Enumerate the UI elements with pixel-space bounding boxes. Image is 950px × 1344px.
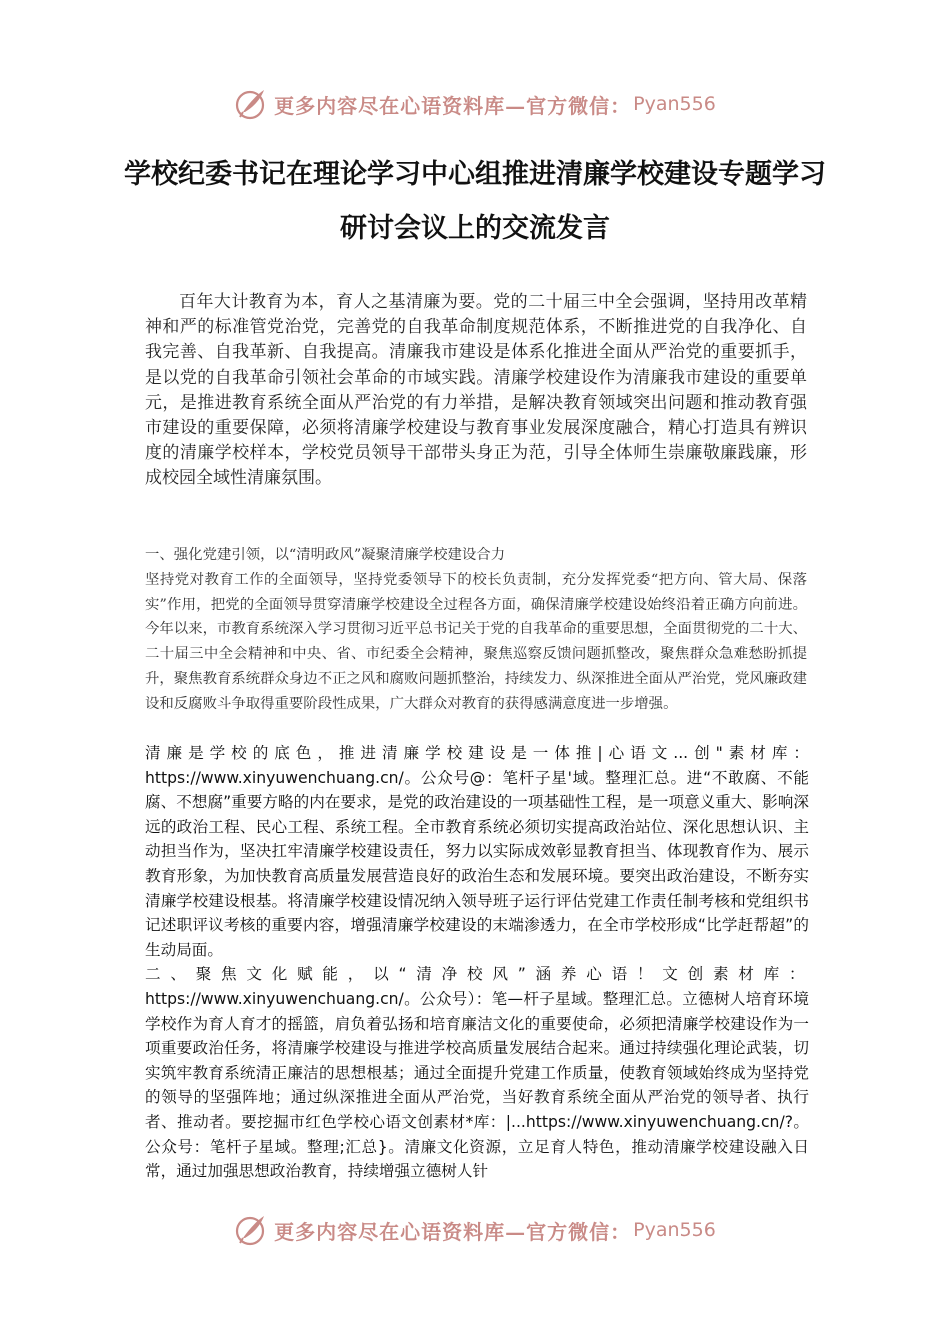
feather-pen-logo-icon	[234, 1213, 268, 1247]
banner-text: 更多内容尽在心语资料库—官方微信：	[274, 1219, 632, 1244]
banner-text: 更多内容尽在心语资料库—官方微信：	[274, 93, 632, 118]
section-1	[145, 543, 807, 717]
main-paragraph-1: 清廉是学校的底色，推进清廉学校建设是一体推|心语文...创"素材库：https://www.xinyuwenchuang.cn/。公众号@：笔杆子星'域。整理汇总。进“不敢腐、不能腐、不想腐”重要方略的内在要求，是党的政治建设的一项基础性工程，是一项意义重大、影响深远的政治工程、民心工程、系统工程。全市教育系统必须切实提高政治站位、深化思想认识、主动担当作为，坚决扛牢清廉学校建设责任，努力以实际成效彰显教育担当、体现教育作为、展示教育形象，为加快教育高质量发展营造良好的政治生态和发展环境。要突出政治建设，不断夯实清廉学校建设根基。将清廉学校建设情况纳入领导班子运行评估党建工作责任制考核和党组织书记述职评议考核的重要内容，增强清廉学校建设的末端渗透力，在全市学校形成“比学赶帮超”的生动局面。	[145, 744, 809, 959]
header-watermark-banner	[0, 84, 950, 124]
footer-watermark-banner	[0, 1210, 950, 1250]
main-body	[145, 741, 809, 1184]
banner-wechat-id: Pyan556	[633, 93, 716, 115]
banner-wechat-id: Pyan556	[633, 1219, 716, 1241]
main-paragraph-2: https://www.xinyuwenchuang.cn/。公众号）：笔—杆子星域。整理汇总。立德树人培育环境学校作为育人育才的摇篮，肩负着弘扬和培育廉洁文化的重要使命，必须把清廉学校建设作为一项重要政治任务，将清廉学校建设与推进学校高质量发展结合起来。通过持续强化理论武装，切实筑牢教育系统清正廉洁的思想根基；通过全面提升党建工作质量，使教育领域始终成为坚持党的领导的坚强阵地；通过纵深推进全面从严治党，当好教育系统全面从严治党的领导者、执行者、推动者。要挖掘市红色学校心语文创素材*库：|...https://www.xinyuwenchuang.cn/?。公众号：笔杆子星域。整理;汇总}。清廉文化资源，立足育人特色，推动清廉学校建设融入日常，通过加强思想政治教育，持续增强立德树人针	[145, 989, 809, 1181]
section-1-heading: 一、强化党建引领，以“清明政风”凝聚清廉学校建设合力	[145, 547, 506, 563]
section-2-heading: 二、聚焦文化赋能，以“清净校风”涵养心语！文创素材库：	[145, 965, 809, 984]
section-1-body: 坚持党对教育工作的全面领导，坚持党委领导下的校长负责制，充分发挥党委“把方向、管大局、保落实”作用，把党的全面领导贯穿清廉学校建设全过程各方面，确保清廉学校建设始终沿着正确方向前进。今年以来，市教育系统深入学习贯彻习近平总书记关于党的自我革命的重要思想，全面贯彻党的二十大、二十届三中全会精神和中央、省、市纪委全会精神，聚焦巡察反馈问题抓整改，聚焦群众急难愁盼抓提升，聚焦教育系统群众身边不正之风和腐败问题抓整治，持续发力、纵深推进全面从严治党，党风廉政建设和反腐败斗争取得重要阶段性成果，广大群众对教育的获得感满意度进一步增强。	[145, 571, 807, 712]
document-title: 学校纪委书记在理论学习中心组推进清廉学校建设专题学习研讨会议上的交流发言	[124, 159, 826, 244]
intro-paragraph: 百年大计教育为本，育人之基清廉为要。党的二十届三中全会强调，坚持用改革精神和严的标准管党治党，完善党的自我革命制度规范体系，不断推进党的自我净化、自我完善、自我革新、自我提高。清廉我市建设是体系化推进全面从严治党的重要抓手，是以党的自我革命引领社会革命的市域实践。清廉学校建设作为清廉我市建设的重要单元，是推进教育系统全面从严治党的有力举措，是解决教育领域突出问题和推动教育强市建设的重要保障，必须将清廉学校建设与教育事业发展深度融合，精心打造具有辨识度的清廉学校样本，学校党员领导干部带头身正为范，引导全体师生崇廉敬廉践廉，形成校园全域性清廉氛围。	[145, 292, 807, 489]
feather-pen-logo-icon	[234, 87, 268, 121]
